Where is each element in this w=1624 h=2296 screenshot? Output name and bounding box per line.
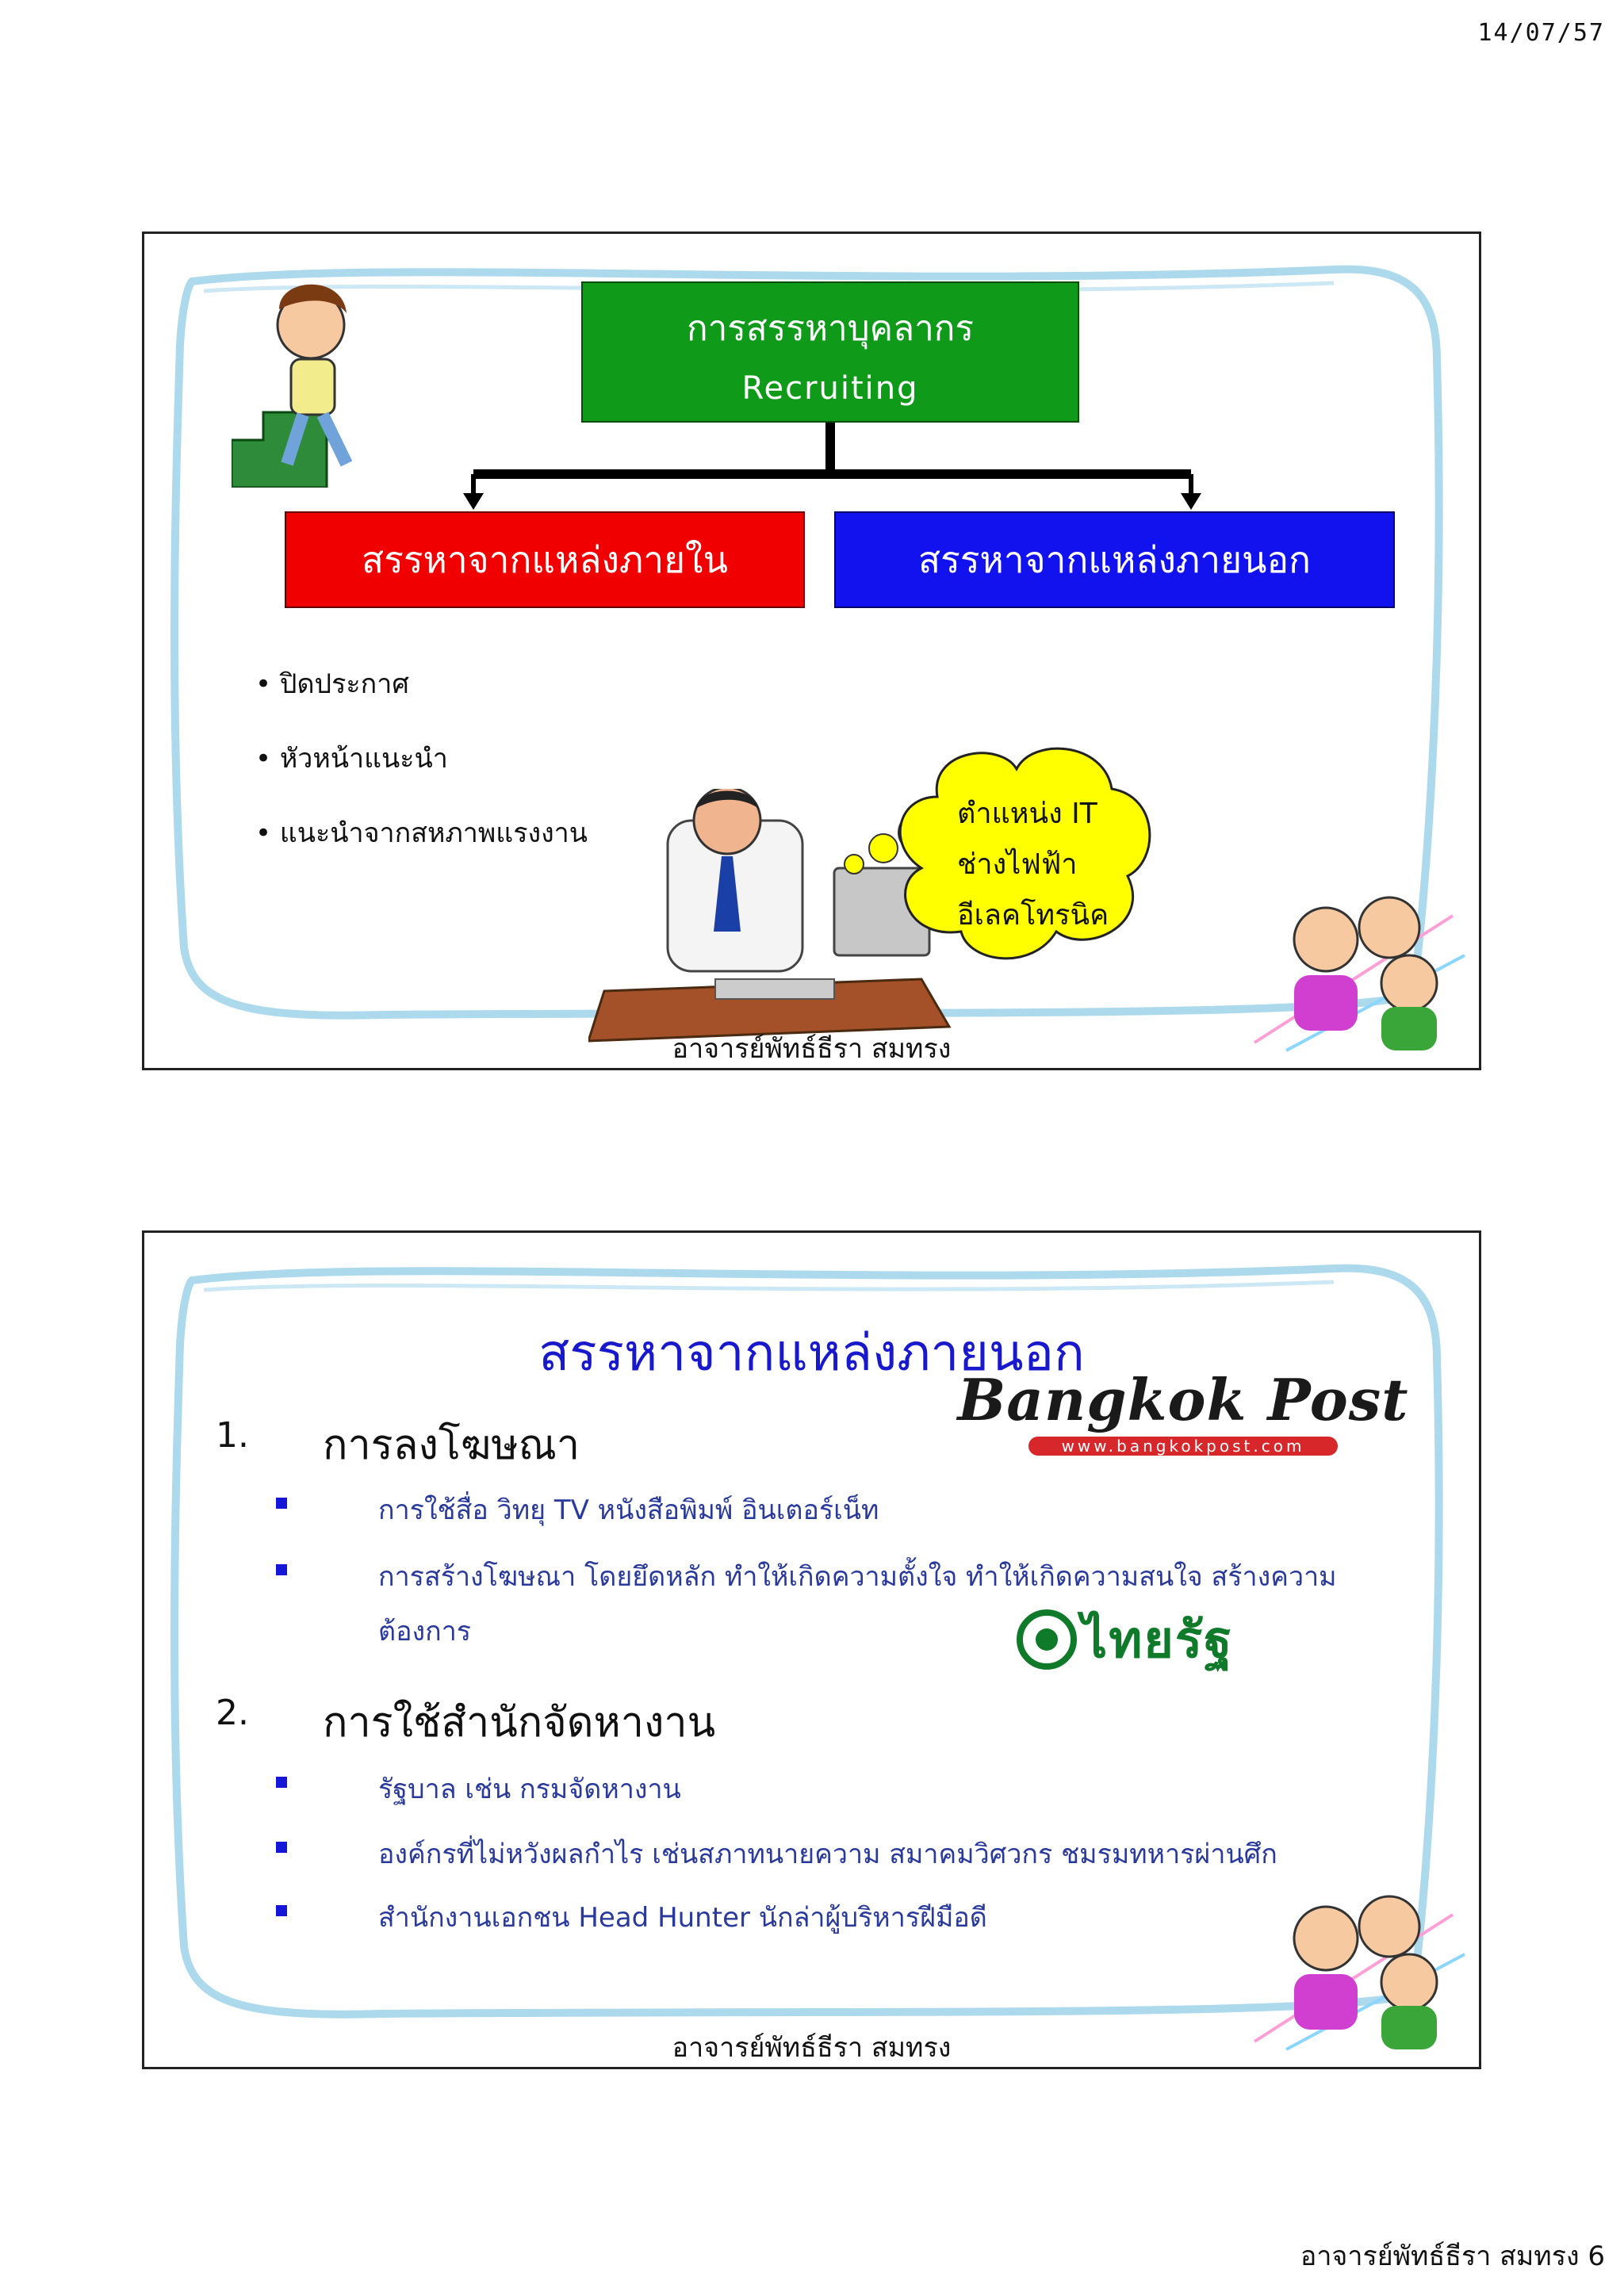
slide-external-recruiting	[142, 1230, 1481, 2069]
cloud-text: ตำแหน่ง IT ช่างไฟฟ้า อีเลคโทรนิค	[957, 798, 1109, 932]
page-footer: อาจารย์พัทธ์ธีรา สมทรง 6	[1300, 2241, 1605, 2272]
slide1-footer: อาจารย์พัทธ์ธีรา สมทรง	[672, 1033, 952, 1065]
internal-bullets	[255, 662, 588, 886]
bullet-square-icon	[276, 1842, 287, 1853]
bullet-square-icon	[276, 1564, 287, 1575]
list-item: ต้องการ	[378, 1616, 472, 1647]
recruiting-title-en: Recruiting	[741, 370, 919, 407]
section1-number: 1.	[216, 1415, 249, 1456]
list-item: การสร้างโฆษณา โดยยึดหลัก ทำให้เกิดความตั้งใจ ทำให้เกิดความสนใจ สร้างความ	[378, 1561, 1337, 1593]
list-item: สำนักงานเอกชน Head Hunter นักล่าผู้บริหารฝีมือดี	[378, 1902, 987, 1934]
slide2-title: สรรหาจากแหล่งภายนอก	[538, 1324, 1085, 1383]
thairath-emblem-icon	[1017, 1609, 1077, 1670]
list-item: • แนะนำจากสหภาพแรงงาน	[255, 817, 588, 849]
bullet-square-icon	[276, 1498, 287, 1509]
list-item: รัฐบาล เช่น กรมจัดหางาน	[378, 1774, 681, 1805]
thairath-logo: ไทยรัฐ	[1017, 1599, 1234, 1680]
section2-number: 2.	[216, 1693, 249, 1733]
recruiting-title-th: การสรรหาบุคลากร	[686, 308, 975, 349]
list-item: • หัวหน้าแนะนำ	[255, 743, 448, 775]
list-item: • ปิดประกาศ	[255, 668, 409, 700]
list-item: การใช้สื่อ วิทยุ TV หนังสือพิมพ์ อินเตอร์เน็ท	[378, 1494, 879, 1526]
org-connectors	[144, 234, 1481, 551]
page-date: 14/07/57	[1477, 19, 1605, 47]
internal-source-box: สรรหาจากแหล่งภายใน	[285, 511, 805, 608]
bullet-square-icon	[276, 1905, 287, 1916]
list-item: องค์กรที่ไม่หวังผลกำไร เช่นสภาทนายความ สมาคมวิศวกร ชมรมทหารผ่านศึก	[378, 1839, 1277, 1870]
section2-title: การใช้สำนักจัดหางาน	[323, 1699, 716, 1747]
bangkok-post-logo: Bangkok Post www.bangkokpost.com	[957, 1366, 1409, 1456]
slide-recruiting	[142, 232, 1481, 1070]
slide2-footer: อาจารย์พัทธ์ธีรา สมทรง	[672, 2032, 952, 2064]
bullet-square-icon	[276, 1777, 287, 1788]
external-source-box: สรรหาจากแหล่งภายนอก	[834, 511, 1395, 608]
section1-title: การลงโฆษณา	[323, 1422, 580, 1469]
